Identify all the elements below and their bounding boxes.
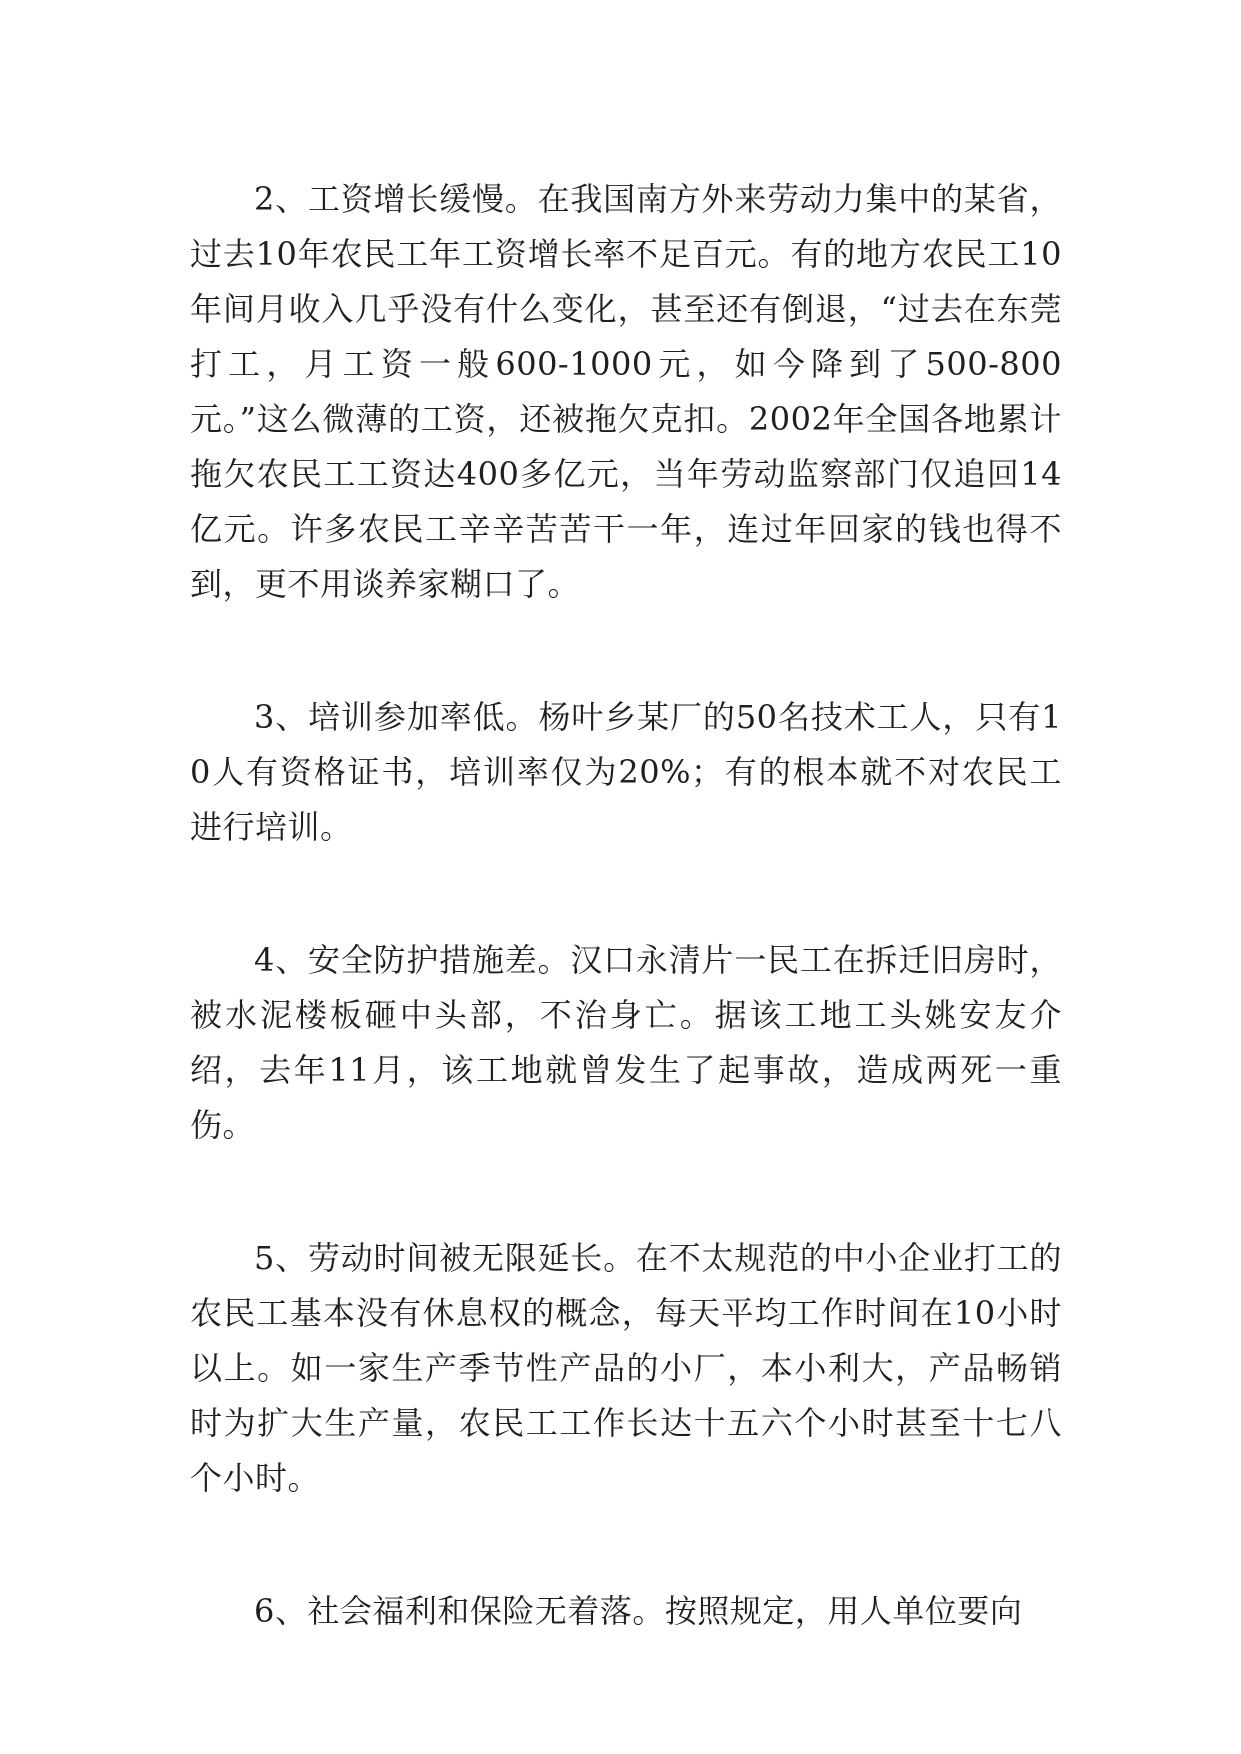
paragraph-safety-protection: 4、安全防护措施差。汉口永清片一民工在拆迁旧房时，被水泥楼板砸中头部，不治身亡。据该工地工头姚安友介绍，去年11月，该工地就曾发生了起事故，造成两死一重伤。 — [190, 941, 1062, 1144]
paragraph-social-welfare: 6、社会福利和保险无着落。按照规定，用人单位要向 — [254, 1592, 1023, 1630]
document-body — [190, 172, 1062, 1639]
paragraph-training-rate: 3、培训参加率低。杨叶乡某厂的50名技术工人，只有10人有资格证书，培训率仅为20%；有的根本就不对农民工进行培训。 — [190, 698, 1062, 846]
paragraph-wage-growth: 2、工资增长缓慢。在我国南方外来劳动力集中的某省，过去10年农民工年工资增长率不足百元。有的地方农民工10年间月收入几乎没有什么变化，甚至还有倒退，“过去在东莞打工，月工资一般600-1000元，如今降到了500-800元。”这么微薄的工资，还被拖欠克扣。2002年全国各地累计拖欠农民工工资达400多亿元，当年劳动监察部门仅追回14亿元。许多农民工辛辛苦苦干一年，连过年回家的钱也得不到，更不用谈养家糊口了。 — [190, 180, 1062, 603]
paragraph-working-hours: 5、劳动时间被无限延长。在不太规范的中小企业打工的农民工基本没有休息权的概念，每天平均工作时间在10小时以上。如一家生产季节性产品的小厂，本小利大，产品畅销时为扩大生产量，农民工工作长达十五六个小时甚至十七八个小时。 — [190, 1239, 1062, 1497]
